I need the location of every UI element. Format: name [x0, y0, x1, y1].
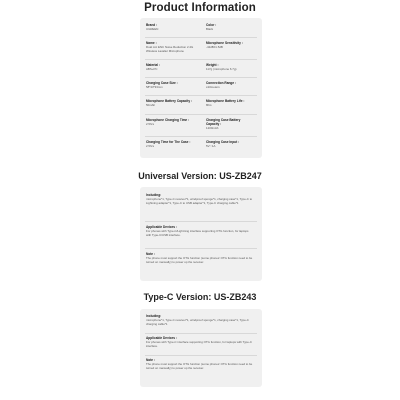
block-label: Note :	[146, 252, 156, 256]
spec-value: 50mAh	[146, 103, 156, 107]
spec-label: Microphone Battery Capacity :	[146, 99, 193, 103]
spec-label: Material :	[146, 63, 160, 67]
spec-label: Brand :	[146, 23, 158, 27]
block-label: Applicable Devices :	[146, 336, 178, 340]
typec-including	[146, 314, 254, 327]
spec-value: 8hrs	[206, 103, 212, 107]
spec-name	[146, 41, 204, 54]
spec-label: Name :	[146, 41, 157, 45]
divider	[145, 221, 257, 222]
spec-label: Connection Range :	[206, 81, 237, 85]
spec-value: 5V⎓1A	[206, 144, 216, 148]
divider	[145, 37, 257, 38]
spec-charging-case-input	[206, 140, 264, 149]
divider	[145, 136, 257, 137]
spec-label: Charging Case Battery Capacity :	[206, 118, 241, 126]
divider	[145, 114, 257, 115]
spec-value: ABS+PC	[146, 67, 158, 71]
block-value: The phone must support the OTG function (some phones' OTG function need to be turned on manually) to power up the receiver.	[146, 256, 253, 264]
divider	[145, 333, 257, 334]
spec-label: Charging Case Size :	[146, 81, 178, 85]
universal-version-card	[140, 187, 262, 281]
block-label: Including:	[146, 314, 162, 318]
universal-version-title: Universal Version: US-ZB247	[138, 171, 262, 181]
block-label: Including:	[146, 193, 162, 197]
spec-label: Charging Case Input :	[206, 140, 240, 144]
typec-version-title: Type-C Version: US-ZB243	[143, 292, 257, 302]
universal-including	[146, 193, 254, 206]
product-information-card	[140, 18, 262, 158]
spec-label: Microphone Battery Life :	[206, 99, 245, 103]
spec-charging-time-case	[146, 140, 204, 149]
spec-microphone-battery-capacity	[146, 99, 204, 108]
spec-value: -42dB±1.5dB	[206, 45, 223, 49]
spec-label: Charging Time for The Case :	[146, 140, 191, 144]
spec-charging-case-battery-capacity	[206, 118, 264, 131]
block-value: microphone*1, Type-C receiver*1, windproof sponge*1, charging case*1, Type-C to Lightning adapter*1, Type-C to USB adapter*1, Type-C charging cable*1	[146, 197, 253, 205]
block-value: For phones with Type-C/Lightning interface supporting OTG function, for laptops with Type-C/USB interface.	[146, 229, 249, 237]
typec-version-card	[140, 309, 262, 387]
spec-microphone-sensitivity	[206, 41, 264, 50]
typec-note	[146, 358, 254, 371]
block-label: Note :	[146, 358, 156, 362]
spec-value: 2.5hrs	[146, 122, 155, 126]
block-value: For phones with Type-C interface supporting OTG function, for laptops with Type-C interface.	[146, 340, 252, 348]
divider	[145, 248, 257, 249]
divider	[145, 77, 257, 78]
universal-note	[146, 252, 254, 265]
spec-microphone-battery-life	[206, 99, 264, 108]
block-value: The phone must support the OTG function (some phones' OTG function need to be turned on manually) to power up the receiver.	[146, 362, 253, 370]
divider	[145, 95, 257, 96]
spec-microphone-charging-time	[146, 118, 204, 127]
spec-brand	[146, 23, 204, 32]
spec-charging-case-size	[146, 81, 204, 90]
spec-value: UGREEN	[146, 27, 159, 31]
spec-value: 2.5hrs	[146, 144, 155, 148]
spec-value: ≤10meters	[206, 85, 220, 89]
spec-color	[206, 23, 264, 32]
typec-applicable-devices	[146, 336, 254, 349]
block-value: microphone*1, Type-C receiver*1, windproof sponge*1, charging case*1, Type-C charging cable*1	[146, 318, 249, 326]
spec-label: Weight :	[206, 63, 219, 67]
product-information-title: Product Information	[144, 2, 256, 14]
spec-material	[146, 63, 204, 72]
spec-value: 1200mAh	[206, 126, 219, 130]
spec-value: Dual mic ENC Noise Reduction 2.4G Wireless Lavalier Microphone	[146, 45, 194, 53]
spec-label: Microphone Sensitivity :	[206, 41, 243, 45]
spec-weight	[206, 63, 264, 72]
spec-connection-range	[206, 81, 264, 90]
block-label: Applicable Devices :	[146, 225, 178, 229]
spec-value: Black	[206, 27, 214, 31]
spec-label: Color :	[206, 23, 217, 27]
spec-value: 58*43*33mm	[146, 85, 163, 89]
spec-label: Microphone Charging Time :	[146, 118, 190, 122]
universal-applicable-devices	[146, 225, 254, 238]
spec-value: 117g (microphone 6.7g)	[206, 67, 237, 71]
divider	[145, 59, 257, 60]
divider	[145, 355, 257, 356]
